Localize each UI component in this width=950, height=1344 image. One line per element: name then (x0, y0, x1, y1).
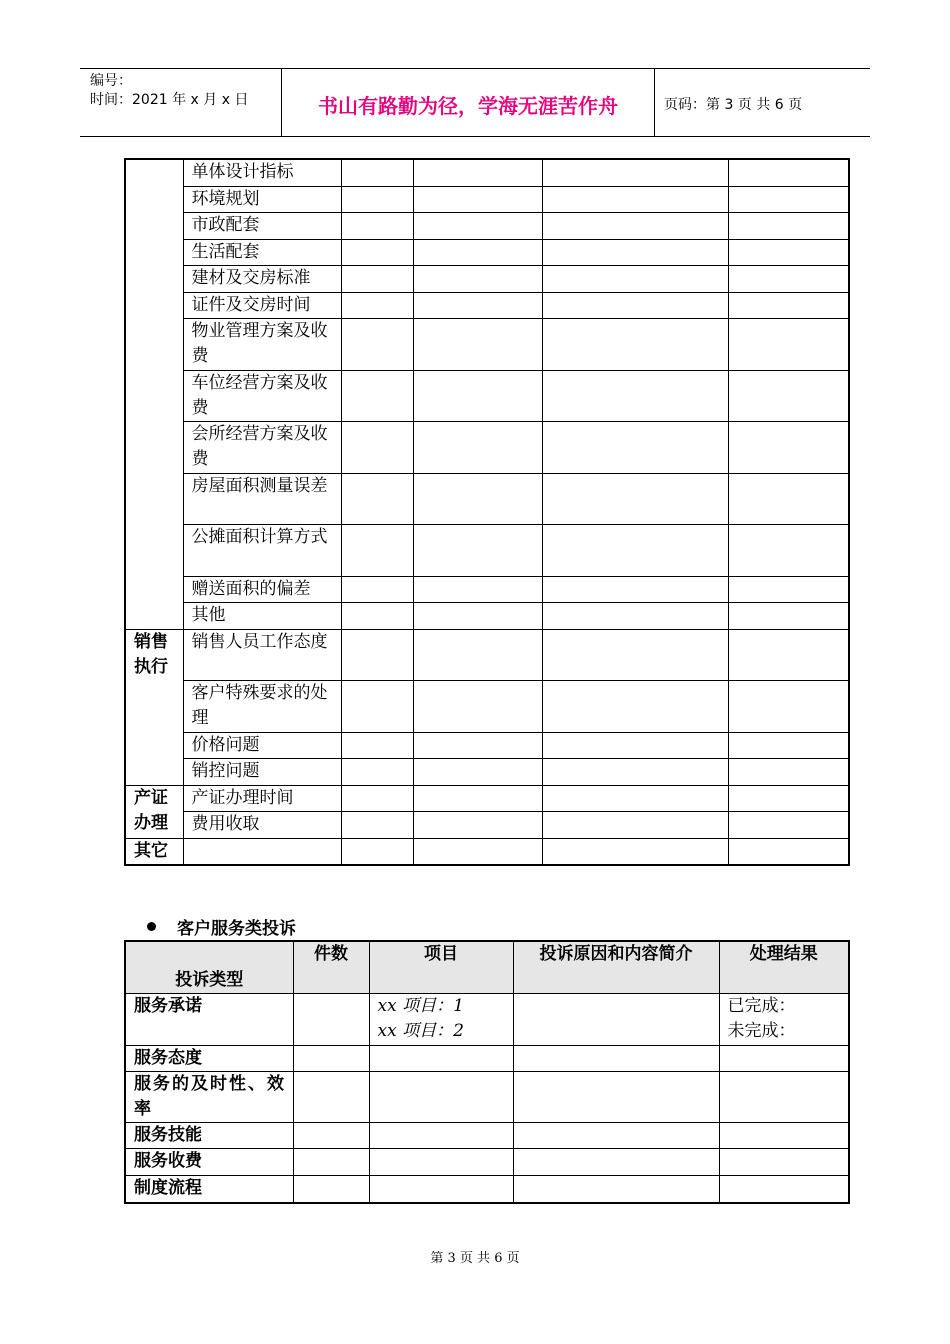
item-cell: 市政配套 (183, 212, 341, 239)
header-type-label: 投诉类型 (175, 969, 244, 990)
reason-cell[interactable] (542, 265, 728, 292)
project-cell[interactable] (413, 318, 542, 370)
result-cell[interactable] (728, 576, 849, 602)
table-row (125, 1148, 849, 1175)
reason-cell[interactable] (542, 785, 728, 811)
table-row (125, 421, 849, 473)
reason-cell[interactable] (542, 421, 728, 473)
table-row (125, 239, 849, 265)
type-cell: 服务技能 (125, 1122, 293, 1148)
project-cell[interactable] (413, 732, 542, 758)
project-cell[interactable] (413, 212, 542, 239)
count-cell[interactable] (341, 758, 413, 785)
result-cell[interactable] (728, 680, 849, 732)
item-cell: 会所经营方案及收费 (183, 421, 341, 473)
table-row (125, 1175, 849, 1203)
item-cell: 客户特殊要求的处理 (183, 680, 341, 732)
project-cell[interactable] (413, 370, 542, 421)
table-row (125, 473, 849, 524)
result-cell[interactable] (728, 239, 849, 265)
table-row (125, 758, 849, 785)
table-row (125, 212, 849, 239)
reason-cell[interactable] (542, 370, 728, 421)
result-cell[interactable] (728, 159, 849, 186)
project-cell[interactable] (413, 785, 542, 811)
page-footer: 第 3 页 共 6 页 (430, 1251, 520, 1266)
table-row (125, 1122, 849, 1148)
count-cell[interactable] (293, 1045, 369, 1071)
project-cell[interactable] (413, 629, 542, 680)
item-cell: 销售人员工作态度 (183, 629, 341, 680)
project-cell[interactable] (413, 473, 542, 524)
result-cell[interactable] (728, 292, 849, 318)
count-cell[interactable] (341, 292, 413, 318)
item-cell: 车位经营方案及收费 (183, 370, 341, 421)
item-cell: 证件及交房时间 (183, 292, 341, 318)
header-result: 处理结果 (719, 941, 849, 993)
header-top-rule (80, 68, 870, 69)
reason-cell[interactable] (542, 186, 728, 212)
header-bottom-rule (80, 136, 870, 137)
result-cell[interactable] (728, 370, 849, 421)
project-line: xx 项目：1 (377, 995, 464, 1016)
reason-cell[interactable] (542, 680, 728, 732)
count-cell[interactable] (293, 993, 369, 1045)
document-time-label: 时间：2021 年 x 月 x 日 (90, 92, 249, 108)
category-cell-cert-1: 产证 (125, 785, 183, 811)
count-cell[interactable] (293, 1148, 369, 1175)
reason-cell[interactable] (542, 239, 728, 265)
count-cell[interactable] (293, 1122, 369, 1148)
reason-cell[interactable] (542, 159, 728, 186)
project-line: xx 项目：2 (377, 1020, 464, 1041)
count-cell[interactable] (341, 239, 413, 265)
project-cell[interactable] (369, 1122, 513, 1148)
table-row (125, 370, 849, 421)
project-cell[interactable] (369, 1175, 513, 1203)
result-cell[interactable] (719, 993, 849, 1045)
result-cell[interactable] (728, 602, 849, 629)
table-row (125, 680, 849, 732)
result-cell[interactable] (728, 421, 849, 473)
project-cell[interactable] (413, 159, 542, 186)
count-cell[interactable] (341, 370, 413, 421)
result-cell[interactable] (728, 186, 849, 212)
count-cell[interactable] (341, 838, 413, 865)
complaint-table-product (124, 158, 850, 866)
project-cell[interactable] (413, 680, 542, 732)
table-row (125, 292, 849, 318)
result-cell[interactable] (719, 1045, 849, 1071)
table-row (125, 838, 849, 865)
result-line: 未完成： (727, 1020, 796, 1041)
result-cell[interactable] (728, 732, 849, 758)
category-cell-other: 其它 (125, 838, 183, 865)
table-row (125, 993, 849, 1045)
item-cell: 销控问题 (183, 758, 341, 785)
table-row (125, 1045, 849, 1071)
project-cell[interactable] (413, 292, 542, 318)
document-number-label: 编号： (90, 73, 132, 89)
result-cell[interactable] (719, 1122, 849, 1148)
project-cell[interactable] (413, 421, 542, 473)
count-cell[interactable] (341, 524, 413, 576)
item-cell: 房屋面积测量误差 (183, 473, 341, 524)
item-cell: 物业管理方案及收费 (183, 318, 341, 370)
result-cell[interactable] (728, 758, 849, 785)
reason-cell[interactable] (542, 473, 728, 524)
result-cell[interactable] (728, 838, 849, 865)
count-cell[interactable] (341, 732, 413, 758)
item-cell: 产证办理时间 (183, 785, 341, 811)
count-cell[interactable] (293, 1175, 369, 1203)
header-reason: 投诉原因和内容简介 (513, 941, 719, 993)
reason-cell[interactable] (542, 811, 728, 838)
header-motto: 书山有路勤为径，学海无涯苦作舟 (318, 94, 618, 118)
header-divider-right (654, 68, 655, 136)
header-type (125, 941, 293, 993)
item-cell: 公摊面积计算方式 (183, 524, 341, 576)
reason-cell[interactable] (542, 602, 728, 629)
reason-cell[interactable] (542, 758, 728, 785)
count-cell[interactable] (341, 811, 413, 838)
table-row (125, 811, 849, 838)
item-cell (183, 838, 341, 865)
complaint-table-service (124, 940, 850, 1204)
project-cell[interactable] (413, 186, 542, 212)
item-cell: 赠送面积的偏差 (183, 576, 341, 602)
reason-cell[interactable] (542, 576, 728, 602)
count-cell[interactable] (341, 159, 413, 186)
result-cell[interactable] (728, 524, 849, 576)
type-cell: 服务承诺 (125, 993, 293, 1045)
table-row (125, 159, 849, 186)
bullet-icon (147, 922, 156, 931)
result-line: 已完成： (727, 995, 796, 1016)
reason-cell[interactable] (542, 292, 728, 318)
type-cell: 制度流程 (125, 1175, 293, 1203)
result-cell[interactable] (719, 1148, 849, 1175)
type-cell: 服务收费 (125, 1148, 293, 1175)
count-cell[interactable] (341, 212, 413, 239)
reason-cell[interactable] (513, 1148, 719, 1175)
category-cell-cert-2: 办理 (125, 811, 183, 838)
header-page-label: 页码：第 3 页 共 6 页 (664, 97, 803, 113)
count-cell[interactable] (341, 186, 413, 212)
reason-cell[interactable] (542, 629, 728, 680)
item-cell: 建材及交房标准 (183, 265, 341, 292)
count-cell[interactable] (341, 265, 413, 292)
category-cell (125, 159, 183, 629)
item-cell: 生活配套 (183, 239, 341, 265)
item-cell: 环境规划 (183, 186, 341, 212)
reason-cell[interactable] (513, 1071, 719, 1122)
count-cell[interactable] (341, 602, 413, 629)
count-cell[interactable] (293, 1071, 369, 1122)
count-cell[interactable] (341, 680, 413, 732)
count-cell[interactable] (341, 629, 413, 680)
table-row (125, 785, 849, 811)
count-cell[interactable] (341, 421, 413, 473)
reason-cell[interactable] (542, 732, 728, 758)
reason-cell[interactable] (542, 524, 728, 576)
project-cell[interactable] (413, 811, 542, 838)
item-cell: 费用收取 (183, 811, 341, 838)
table-row (125, 1071, 849, 1122)
table-row (125, 265, 849, 292)
count-cell[interactable] (341, 576, 413, 602)
category-cell-sales: 销售执行 (125, 629, 183, 785)
header-count: 件数 (293, 941, 369, 993)
project-cell[interactable] (369, 1148, 513, 1175)
result-cell[interactable] (728, 811, 849, 838)
project-cell[interactable] (413, 758, 542, 785)
project-cell[interactable] (413, 265, 542, 292)
result-cell[interactable] (728, 473, 849, 524)
project-cell[interactable] (413, 838, 542, 865)
count-cell[interactable] (341, 318, 413, 370)
table-row (125, 732, 849, 758)
project-cell[interactable] (369, 1071, 513, 1122)
project-cell[interactable] (369, 993, 513, 1045)
table-row (125, 576, 849, 602)
result-cell[interactable] (728, 265, 849, 292)
table-row (125, 524, 849, 576)
reason-cell[interactable] (542, 212, 728, 239)
reason-cell[interactable] (542, 838, 728, 865)
count-cell[interactable] (341, 473, 413, 524)
reason-cell[interactable] (513, 993, 719, 1045)
result-cell[interactable] (728, 629, 849, 680)
reason-cell[interactable] (513, 1175, 719, 1203)
table-row (125, 318, 849, 370)
item-cell: 单体设计指标 (183, 159, 341, 186)
reason-cell[interactable] (542, 318, 728, 370)
reason-cell[interactable] (513, 1122, 719, 1148)
project-cell[interactable] (413, 524, 542, 576)
reason-cell[interactable] (513, 1045, 719, 1071)
type-cell: 服务的及时性、效率 (125, 1071, 293, 1122)
result-cell[interactable] (719, 1071, 849, 1122)
count-cell[interactable] (341, 785, 413, 811)
project-cell[interactable] (413, 576, 542, 602)
project-cell[interactable] (413, 239, 542, 265)
table-header-row (125, 941, 849, 993)
table-row (125, 629, 849, 680)
header-item: 项目 (369, 941, 513, 993)
table-row (125, 602, 849, 629)
result-cell[interactable] (728, 212, 849, 239)
section-title: 客户服务类投诉 (177, 919, 296, 939)
result-cell[interactable] (719, 1175, 849, 1203)
item-cell: 其他 (183, 602, 341, 629)
project-cell[interactable] (413, 602, 542, 629)
item-cell: 价格问题 (183, 732, 341, 758)
project-cell[interactable] (369, 1045, 513, 1071)
result-cell[interactable] (728, 318, 849, 370)
table-row (125, 186, 849, 212)
type-cell: 服务态度 (125, 1045, 293, 1071)
header-meta (90, 72, 248, 110)
result-cell[interactable] (728, 785, 849, 811)
